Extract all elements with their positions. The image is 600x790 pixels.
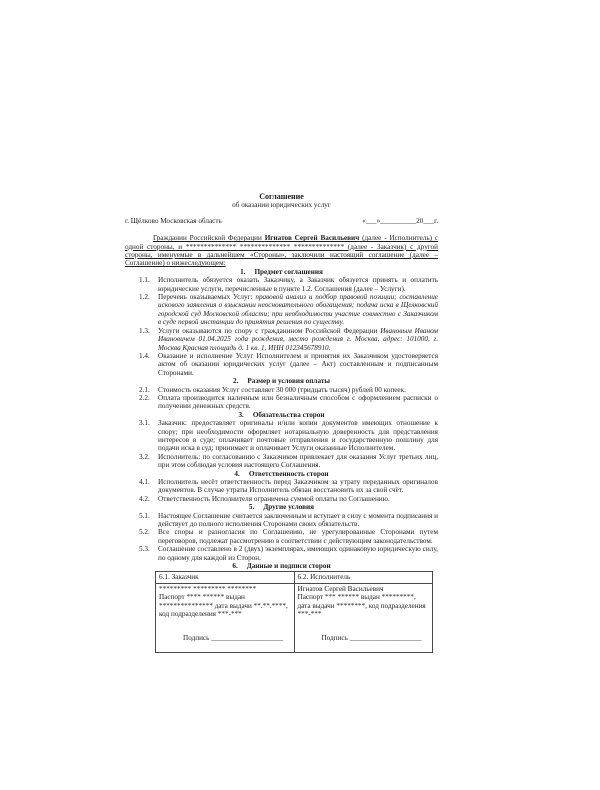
preamble-part1: Гражданин Российской Федерации xyxy=(153,234,262,243)
clause-2-2: 2.2. Оплата производится наличным или безналичным способом с оформлением расписки о получении денежных средств. xyxy=(139,393,438,411)
place-text: г. Щёлково Московская область xyxy=(125,216,222,225)
executor-header-cell: 6.2. Исполнитель xyxy=(294,572,433,583)
preamble-part2: (далее - Исполнитель) с одной стороны, и ************** ************** ************** (далее - Заказчик) с другой стороны, именуемые в дальнейшем «Стороны», заключили настоящий соглашение (далее – Соглашение) о нижеследующем: xyxy=(125,234,439,268)
clause-4-2: 4.2. Ответственность Исполнителя ограничена суммой оплаты по Соглашению. xyxy=(139,494,390,503)
section-heading-5: 5. Другие условия xyxy=(248,503,315,512)
clause-1-2: 1.2. Перечень оказываемых Услуг: правовой анализ и подбор правовой позиции; составление искового заявления о взыскании неосновательного обогащения; подача иска в Щелковский городской суд Московской области; при необходимости участие совместно с Заказчиком в суде первой инстанции до принятия решения по существу. xyxy=(139,293,438,327)
date-blank: «___»__________20___г. xyxy=(362,216,438,225)
executor-cell xyxy=(294,583,433,652)
document-subtitle: об оказании юридических услуг xyxy=(232,201,331,210)
document-title: Соглашение xyxy=(259,192,304,201)
clause-5-2: 5.2. Все споры и разногласия по Соглашению, не урегулированные Сторонами путем переговоров, подлежат рассмотрению в соответствии с действующим законодательством. xyxy=(139,528,438,545)
customer-passport: Паспорт **** ****** выдан *************** дата выдачи **.**.****, код подразделения ***-*** xyxy=(159,593,288,619)
agreement-document xyxy=(125,193,438,653)
section-heading-3: 3. Обязательства сторон xyxy=(238,410,325,419)
executor-signature-line: Подпись ____________________ xyxy=(321,633,422,642)
section-heading-1: 1. Предмет соглашения xyxy=(240,267,323,276)
section-heading-2: 2. Размер и условия оплаты xyxy=(232,377,330,386)
customer-name-masked: ********* ********* ******** xyxy=(159,584,257,593)
clause-5-3: 5.3. Соглашение составлено в 2 (двух) экземплярах, имеющих одинаковую юридическую силу, по одному для каждой из Сторон. xyxy=(139,545,438,562)
preamble xyxy=(125,234,438,268)
clause-5-1: 5.1. Настоящее Соглашение считается заключенным и вступает в силу с момента подписания и действует до полного исполнения Сторонами своих обязательств. xyxy=(139,511,438,529)
signature-table-header-row xyxy=(156,572,433,583)
clause-1-4: 1.4. Оказание и исполнение Услуг Исполнителем и принятия их Заказчиком удостоверяется актом об оказании юридических услуг (далее – Акт) составленным и подписанным Сторонами. xyxy=(139,351,438,377)
section-heading-4: 4. Ответственность сторон xyxy=(234,469,329,478)
customer-signature-line: Подпись ____________________ xyxy=(183,633,284,642)
clause-3-2: 3.2. Исполнитель: по согласованию с Заказчиком привлекает для оказания Услуг третьих лиц, при этом соблюдая условия настоящего Соглашения. xyxy=(139,452,438,470)
customer-header-cell: 6.1. Заказчик xyxy=(156,572,295,583)
customer-signature-blank: ____________________ xyxy=(211,633,284,642)
customer-cell xyxy=(156,583,295,652)
clause-3-1: 3.1. Заказчик: предоставляет оригиналы и/или копии документов имеющих отношение к спору; при необходимости оформляет нотариальную доверенность для представления интересов в суде; оплачивает почтовые отправления и государственную пошлину для подачи иска в суд; принимает и оплачивает Услуги оказанные Исполнителем. xyxy=(139,419,438,453)
signature-table-body-row xyxy=(156,583,433,652)
signature-table xyxy=(155,571,433,652)
executor-name: Игнатов Сергей Васильевич xyxy=(297,584,384,593)
place-date-line xyxy=(125,217,438,225)
clause-2-1: 2.1. Стоимость оказания Услуг составляет 30 000 (тридцать тысяч) рублей 00 копеек. xyxy=(139,385,406,394)
clause-1-2-services-list: правовой анализ и подбор правовой позиции; составление искового заявления о взыскании неосновательного обогащения; подача иска в Щелковский городской суд Московской области; при необходимости участие совместно с Заказчиком в суде первой инстанции до принятия решения по существу. xyxy=(158,293,438,327)
clause-1-3-opponent-details: Ивановым Иваном Ивановичем 01.04.2025 года рождения, место рождения г. Москва, адрес: 101000, г. Москва Красная площадь д. 1 кв. 1, ИНН 012345678910. xyxy=(158,326,438,352)
executor-signature-blank: ____________________ xyxy=(349,633,422,642)
executor-name-bold: Игнатов Сергей Васильевич xyxy=(264,234,360,243)
clause-4-1: 4.1. Исполнитель несёт ответственность перед Заказчиком за утрату переданных оригиналов документов. В случае утраты Исполнитель обязан восстановить их за свой счёт. xyxy=(139,478,438,495)
section-heading-6: 6. Данные и подписи сторон xyxy=(232,562,331,571)
clause-1-1: 1.1. Исполнитель обязуется оказать Заказчику, а Заказчик обязуется принять и оплатить юридические услуги, перечисленные в пункте 1.2. Соглашения (далее – Услуги). xyxy=(139,276,438,293)
clause-1-3: 1.3. Услуги оказываются по спору с гражданином Российской Федерации Ивановым Иваном Ивановичем 01.04.2025 года рождения, место рождения г. Москва, адрес: 101000, г. Москва Красная площадь д. 1 кв. 1, ИНН 012345678910. xyxy=(139,326,438,352)
executor-passport: Паспорт *** ****** выдан *********, дата выдачи ********, код подразделения ***-*** xyxy=(297,593,426,619)
